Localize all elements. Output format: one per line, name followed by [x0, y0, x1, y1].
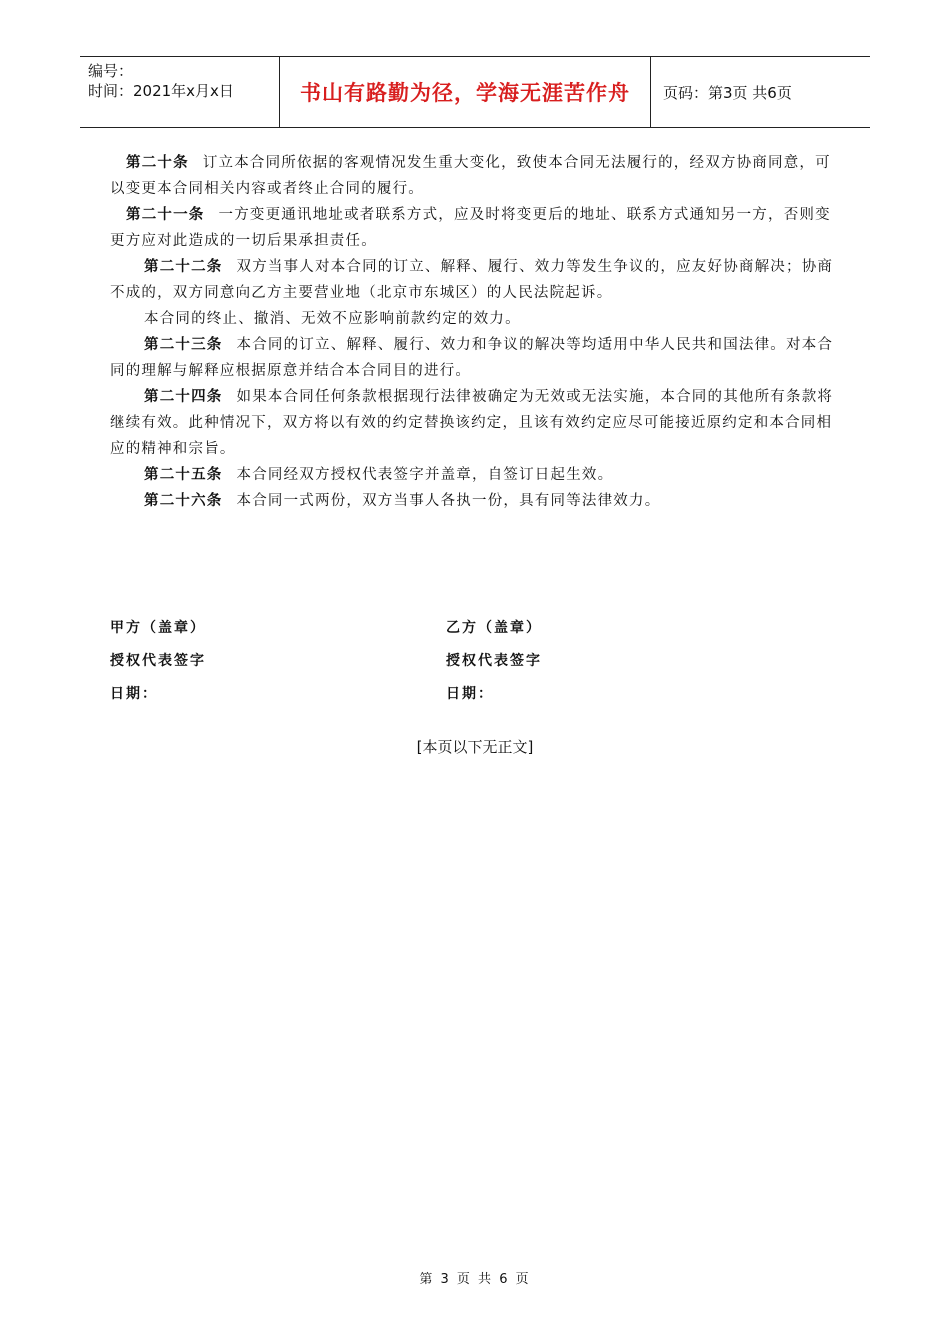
header-motto-cell: [280, 57, 651, 127]
serial-label: 编号：: [88, 62, 134, 80]
article-text: 本合同一式两份，双方当事人各执一份，具有同等法律效力。: [236, 493, 661, 509]
article-25: [110, 462, 845, 488]
article-22: [110, 254, 845, 306]
end-of-text-note: [本页以下无正文]: [416, 738, 534, 756]
article-title: 第二十一条: [126, 207, 205, 223]
party-b-date-label: 日期：: [446, 686, 494, 702]
article-21: [110, 202, 845, 254]
article-title: 第二十条: [126, 155, 189, 171]
party-a-date-label: 日期：: [110, 686, 158, 702]
article-text: 本合同的订立、解释、履行、效力和争议的解决等均适用中华人民共和国法律。对本合同的理解与解释应根据原意并结合本合同目的进行。: [110, 337, 834, 379]
article-22-note: [110, 306, 845, 332]
party-b-rep-label: 授权代表签字: [446, 653, 542, 669]
article-20: [110, 150, 845, 202]
article-text: 本合同的终止、撤消、无效不应影响前款约定的效力。: [144, 311, 521, 327]
party-a-seal-label: 甲方（盖章）: [110, 620, 206, 636]
party-a-rep-label: 授权代表签字: [110, 653, 206, 669]
article-title: 第二十二条: [144, 259, 223, 275]
page-info: 页码：第3页 共6页: [663, 83, 792, 102]
motto: 书山有路勤为径，学海无涯苦作舟: [300, 81, 630, 105]
article-title: 第二十四条: [144, 389, 223, 405]
article-23: [110, 332, 845, 384]
article-title: 第二十五条: [144, 467, 223, 483]
article-title: 第二十六条: [144, 493, 223, 509]
article-text: 双方当事人对本合同的订立、解释、履行、效力等发生争议的，应友好协商解决；协商不成的，双方同意向乙方主要营业地（北京市东城区）的人民法院起诉。: [110, 259, 834, 301]
header-meta: [80, 57, 280, 127]
article-text: 一方变更通讯地址或者联系方式，应及时将变更后的地址、联系方式通知另一方，否则变更方应对此造成的一切后果承担责任。: [110, 207, 831, 249]
page-header: [80, 56, 870, 128]
article-text: 如果本合同任何条款根据现行法律被确定为无效或无法实施，本合同的其他所有条款将继续有效。此种情况下，双方将以有效的约定替换该约定，且该有效约定应尽可能接近原约定和本合同相应的精神和宗旨。: [110, 389, 834, 457]
article-26: [110, 488, 845, 514]
article-text: 订立本合同所依据的客观情况发生重大变化，致使本合同无法履行的，经双方协商同意，可以变更本合同相关内容或者终止合同的履行。: [110, 155, 831, 197]
page-footer: 第 3 页 共 6 页: [419, 1272, 531, 1287]
header-page-info: [651, 57, 870, 127]
article-text: 本合同经双方授权代表签字并盖章，自签订日起生效。: [236, 467, 614, 483]
article-24: [110, 384, 845, 462]
time-label: 时间：2021年x月x日: [88, 82, 234, 100]
contract-body: [110, 150, 845, 514]
party-b-seal-label: 乙方（盖章）: [446, 620, 542, 636]
article-title: 第二十三条: [144, 337, 223, 353]
